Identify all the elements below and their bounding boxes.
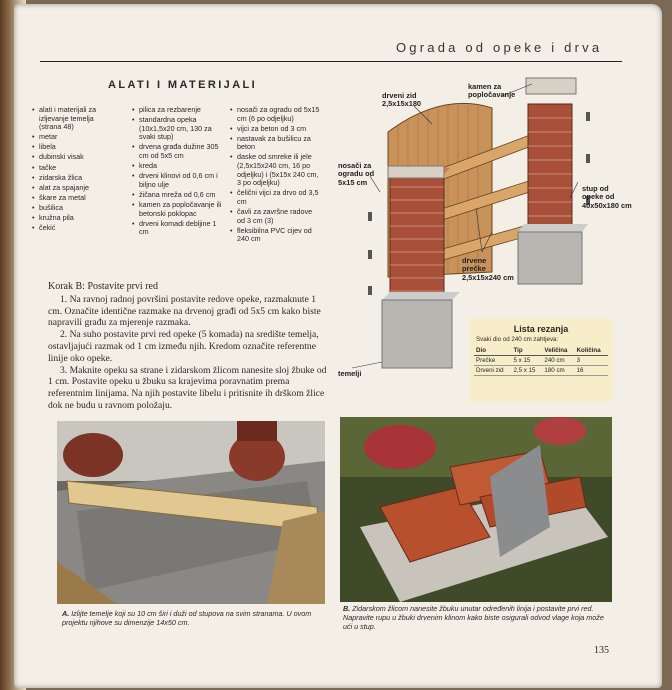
table-row	[474, 356, 608, 366]
caption-b-text: Zidarskom žlicom nanesite žbuku unutar određenih linija i postavite prvi red. Napravite rupu u žbuki drvenim klinom kako biste osigurali odvod vlage koja može ući u stup.	[343, 604, 604, 631]
running-head: Ograda od opeke i drva	[396, 40, 603, 55]
table-cell: 5 x 15	[511, 356, 542, 366]
cut-list-title: Lista rezanja	[513, 324, 569, 334]
cut-list-subtitle: Svaki dio od 240 cm zahtjeva:	[476, 336, 559, 343]
tools-title: ALATI I MATERIJALI	[108, 79, 258, 91]
cut-list-box	[470, 318, 612, 402]
label-fence-brackets: nosači za ogradu od 5x15 cm	[338, 161, 375, 187]
page-number: 135	[594, 645, 609, 656]
caption-a	[62, 609, 332, 627]
caption-b-letter: B.	[343, 604, 351, 613]
step-paragraph: 3. Maknite opeku sa strane i zidarskom žlicom nanesite sloj žbuke od 1 cm. Postavite opeku u žbuku sa krajevima poravnatim prema referentnim linijama. Na njih postavite libelu i pritisnite ih drškom žlice dok ne budu u ravnom položaju.	[48, 364, 327, 411]
label-footings: temelji	[338, 369, 362, 378]
photo-b-laying-bricks	[340, 417, 612, 602]
column-header: Tip	[511, 346, 542, 356]
tools-column-1	[32, 106, 100, 234]
table-cell: Prečke	[474, 356, 511, 366]
label-rails: drvene prečke 2,5x15x240 cm	[462, 256, 514, 282]
material-list-item: • standardna opeka (10x1,5x20 cm, 130 za svaki stup)	[132, 116, 224, 142]
material-list-item: • kamen za popločavanje ili betonski poklopac	[132, 201, 224, 218]
caption-a-letter: A.	[62, 609, 70, 618]
material-list-item: • alat za spajanje	[32, 184, 100, 193]
material-list-item: • bušilica	[32, 204, 100, 213]
table-cell: Drveni zid	[474, 366, 511, 376]
label-wood-wall: drveni zid 2,5x15x180	[382, 91, 422, 109]
table-cell: 240 cm	[542, 356, 574, 366]
material-list-item: • pilica za rezbarenje	[132, 106, 224, 115]
step-heading: Korak B: Postavite prvi red	[48, 281, 158, 292]
material-list-item: • žičana mreža od 0,6 cm	[132, 191, 224, 200]
table-cell: 3	[575, 356, 608, 366]
material-list-item: • nosači za ogradu od 5x15 cm (6 po odjeljku)	[230, 106, 322, 123]
table-cell: 2,5 x 15	[511, 366, 542, 376]
label-paving-stone: kamen za popločavanje	[468, 82, 516, 100]
material-list-item: • dubinski visak	[32, 153, 100, 162]
label-brick-pillar: stup od opeke od 40x50x180 cm	[582, 184, 632, 210]
column-header: Veličina	[542, 346, 574, 356]
material-list-item: • nastavak za bušilicu za beton	[230, 135, 322, 152]
step-text	[48, 281, 330, 412]
table-cell: 16	[575, 366, 608, 376]
material-list-item: • čelični vijci za drvo od 3,5 cm	[230, 189, 322, 206]
table-cell: 180 cm	[542, 366, 574, 376]
material-list-item: • drveni komadi debljine 1 cm	[132, 220, 224, 237]
material-list-item: • alati i materijali za izljevanje temelja (strana 48)	[32, 106, 100, 132]
material-list-item: • metar	[32, 133, 100, 142]
step-paragraph: 1. Na ravnoj radnoj površini postavite redove opeke, razmaknute 1 cm. Označite identične razmake na drvenoj građi od 5x5 cm kako biste napravili građu za mjerenje razmaka.	[48, 293, 321, 329]
material-list-item: • kreda	[132, 162, 224, 171]
tools-column-2	[132, 106, 224, 238]
material-list-item: • libela	[32, 143, 100, 152]
material-list-item: • drveni klinovi od 0,6 cm i biljno ulje	[132, 172, 224, 189]
material-list-item: • vijci za beton od 3 cm	[230, 125, 322, 134]
material-list-item: • kružna pila	[32, 214, 100, 223]
material-list-item: • drvena građa dužine 305 cm od 5x5 cm	[132, 143, 224, 160]
step-paragraph: 2. Na suho postavite prvi red opeke (5 komada) na središte temelja, ostavljajući razmak od 1 cm između njih. Kredom označite referentne linije oko opeke.	[48, 329, 319, 364]
material-list-item: • škare za metal	[32, 194, 100, 203]
caption-a-text: Izlijte temelje koji su 10 cm širi i duži od stupova na svim stranama. U ovom projektu njihove su dimenzije 14x50 cm.	[62, 609, 312, 627]
tools-column-3	[230, 106, 322, 245]
material-list-item: • fleksibilna PVC cijev od 240 cm	[230, 227, 322, 244]
cut-list-table	[474, 346, 608, 376]
photo-a-screeding-footing	[57, 421, 325, 604]
material-list-item: • daske od smreke ili jele (2,5x15x240 cm, 16 po odjeljku) i (5x15x 240 cm, 3 po odjeljku)	[230, 153, 322, 187]
material-list-item: • čekić	[32, 224, 100, 233]
material-list-item: • čavli za završne radove od 3 cm (3)	[230, 208, 322, 225]
material-list-item: • tačke	[32, 164, 100, 173]
column-header: Količina	[575, 346, 608, 356]
column-header: Dio	[474, 346, 511, 356]
header-rule	[40, 61, 622, 62]
caption-b	[343, 604, 613, 631]
material-list-item: • zidarska žlica	[32, 174, 100, 183]
table-row	[474, 366, 608, 376]
